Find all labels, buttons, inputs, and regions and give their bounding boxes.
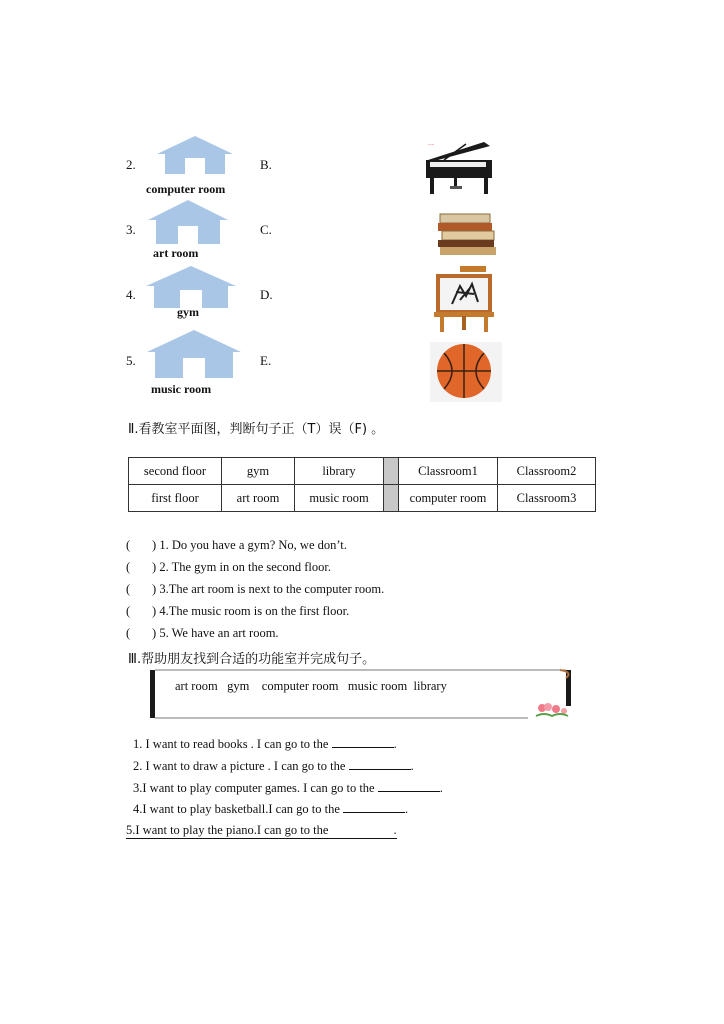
question-item (126, 582, 384, 597)
room-label: computer room (146, 182, 226, 196)
answer-blank[interactable] (343, 800, 405, 813)
room-label: music room (151, 382, 212, 396)
question-item (126, 560, 331, 575)
sentence-text: 4.I want to play basketball.I can go to the (133, 802, 344, 816)
question-item (126, 604, 349, 619)
svg-text:·····: ····· (428, 142, 435, 147)
table-cell: first floor (129, 485, 222, 512)
item-number: 2. (126, 157, 136, 172)
word-bank-scroll (148, 668, 573, 720)
sentence-item (133, 735, 397, 752)
piano-icon (424, 140, 494, 196)
answer-blank[interactable] (349, 757, 411, 770)
books-icon (436, 212, 498, 256)
table-cell: Classroom2 (498, 458, 596, 485)
hallway-cell (384, 485, 399, 512)
scroll-frame (148, 668, 573, 720)
easel-icon (430, 266, 520, 334)
word-bank: art room gym computer room music room library (175, 679, 447, 693)
question-text: 4.The music room is on the first floor. (159, 604, 350, 618)
hallway-cell (384, 458, 399, 485)
section-3-title: Ⅲ.帮助朋友找到合适的功能室并完成句子。 (128, 652, 376, 667)
sentence-end: . (405, 802, 409, 816)
table-cell: music room (295, 485, 384, 512)
question-item (126, 538, 347, 553)
table-cell: library (295, 458, 384, 485)
table-cell: Classroom3 (498, 485, 596, 512)
question-text: 3.The art room is next to the computer room. (159, 582, 385, 596)
answer-paren[interactable]: ( ) (126, 582, 157, 596)
question-item (126, 626, 279, 641)
answer-paren[interactable]: ( ) (126, 538, 157, 552)
house-icon (145, 328, 243, 380)
table-cell: Classroom1 (399, 458, 498, 485)
answer-paren[interactable]: ( ) (126, 560, 157, 574)
basketball-icon (430, 342, 502, 402)
sentence-item (133, 757, 414, 774)
item-number: 5. (126, 353, 136, 368)
sentence-item (133, 779, 443, 796)
answer-blank[interactable] (332, 735, 394, 748)
item-number: 3. (126, 222, 136, 237)
sentence-item (133, 800, 408, 817)
item-number: 4. (126, 287, 136, 302)
house-icon (155, 134, 235, 176)
sentence-end: . (439, 781, 443, 795)
sentence-end: . (393, 737, 397, 751)
table-cell: gym (222, 458, 295, 485)
flower-icon (530, 702, 572, 720)
item-letter: D. (260, 287, 273, 302)
sentence-text: 3.I want to play computer games. I can go to the (133, 781, 378, 795)
room-label: gym (177, 305, 199, 319)
question-text: 1. Do you have a gym? No, we don’t. (159, 538, 347, 552)
house-icon (144, 264, 238, 310)
sentence-end: . (410, 759, 414, 773)
question-text: 2. The gym in on the second floor. (159, 560, 331, 574)
table-cell: art room (222, 485, 295, 512)
question-text: 5. We have an art room. (159, 626, 279, 640)
sentence-text: 2. I want to draw a picture . I can go to the (133, 759, 349, 773)
item-letter: E. (260, 353, 272, 368)
table-cell: second floor (129, 458, 222, 485)
sentence-end: . (393, 823, 397, 837)
item-letter: C. (260, 222, 272, 237)
item-letter: B. (260, 157, 272, 172)
section-2-title: Ⅱ.看教室平面图，判断句子正（T）误（F) 。 (128, 422, 385, 437)
house-icon (146, 198, 230, 246)
answer-paren[interactable]: ( ) (126, 604, 157, 618)
sentence-text: 5.I want to play the piano.I can go to the (126, 823, 332, 837)
floor-plan-table (128, 457, 596, 512)
table-row (129, 485, 596, 512)
sentence-text: 1. I want to read books . I can go to the (133, 737, 332, 751)
answer-blank[interactable] (378, 779, 440, 792)
table-cell: computer room (399, 485, 498, 512)
table-row (129, 458, 596, 485)
room-label: art room (153, 246, 199, 260)
answer-blank[interactable] (332, 822, 394, 834)
sentence-item (126, 822, 397, 839)
answer-paren[interactable]: ( ) (126, 626, 157, 640)
